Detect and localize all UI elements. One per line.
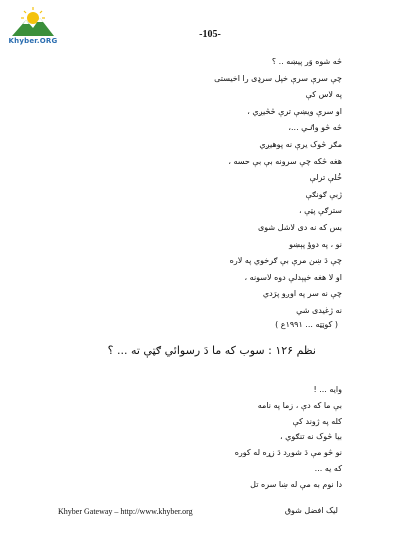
text-line: چې نه سر په اوږو پرَدي — [262, 289, 342, 299]
text-line: چې سرې سرې خپل سرډی را اخیستی — [214, 73, 342, 83]
text-line: ژبې ګونګې — [305, 189, 342, 199]
text-line: بیا څوک نه تنګوي ، — [279, 432, 342, 442]
text-line: څه شوه وَر پیښه .. ؟ — [271, 57, 342, 66]
text-line: هغه څکه چې سرونه بې بې حسه ، — [228, 156, 342, 166]
text-line: او سرې ویښې ترې څڅیږي ، — [247, 106, 342, 116]
text-line: په لاس کې — [305, 90, 342, 100]
text-line: دا نوم به مې له ښا سره تل — [250, 479, 342, 489]
text-line: نو څو مې دَ شوږد دَ زړه له کوره — [234, 448, 342, 458]
footer-author: لیک افضل شوق — [284, 506, 338, 515]
text-line: څه څو واٸي ...، — [288, 123, 342, 133]
text-line: نه ژغیدی شي — [296, 305, 342, 315]
text-line: کله په ژوند کې — [292, 416, 342, 426]
text-line: مګر څوک یرې نه پوهیږي — [259, 139, 342, 149]
text-line: سترګې پټې ، — [299, 206, 342, 216]
page-number: -105- — [199, 29, 221, 40]
text-line: او لا هغه خپېدلې دوه لاسونه ، — [244, 272, 342, 282]
khyber-logo — [8, 6, 58, 46]
text-line: خُلې ترلې — [309, 173, 342, 183]
text-line: چې دَ ښن مرې بې ګرخوي په لاره — [229, 256, 342, 266]
text-line: که یه ... — [314, 463, 342, 473]
footer-site-link[interactable]: Khyber Gateway – http://www.khyber.org — [58, 507, 193, 516]
text-line: بس که نه دی لاشل شوی — [258, 222, 342, 232]
text-line: نو ، په دوؤ پېښو — [289, 239, 342, 249]
poem-title: نظم ۱۲۶ : سوب که ما دَ رسوائي ګټې ته ... ؟ — [107, 344, 316, 357]
poem-continuation — [102, 54, 342, 320]
logo-text: Khyber.ORG — [8, 37, 58, 45]
poem-body — [102, 382, 342, 493]
text-line: وایه ... ! — [313, 385, 342, 394]
text-line: بې ما که دې ، زما په نامه — [257, 400, 342, 410]
date-note: ( کوټټه ... ۱۹۹۱ع ) — [275, 320, 338, 329]
